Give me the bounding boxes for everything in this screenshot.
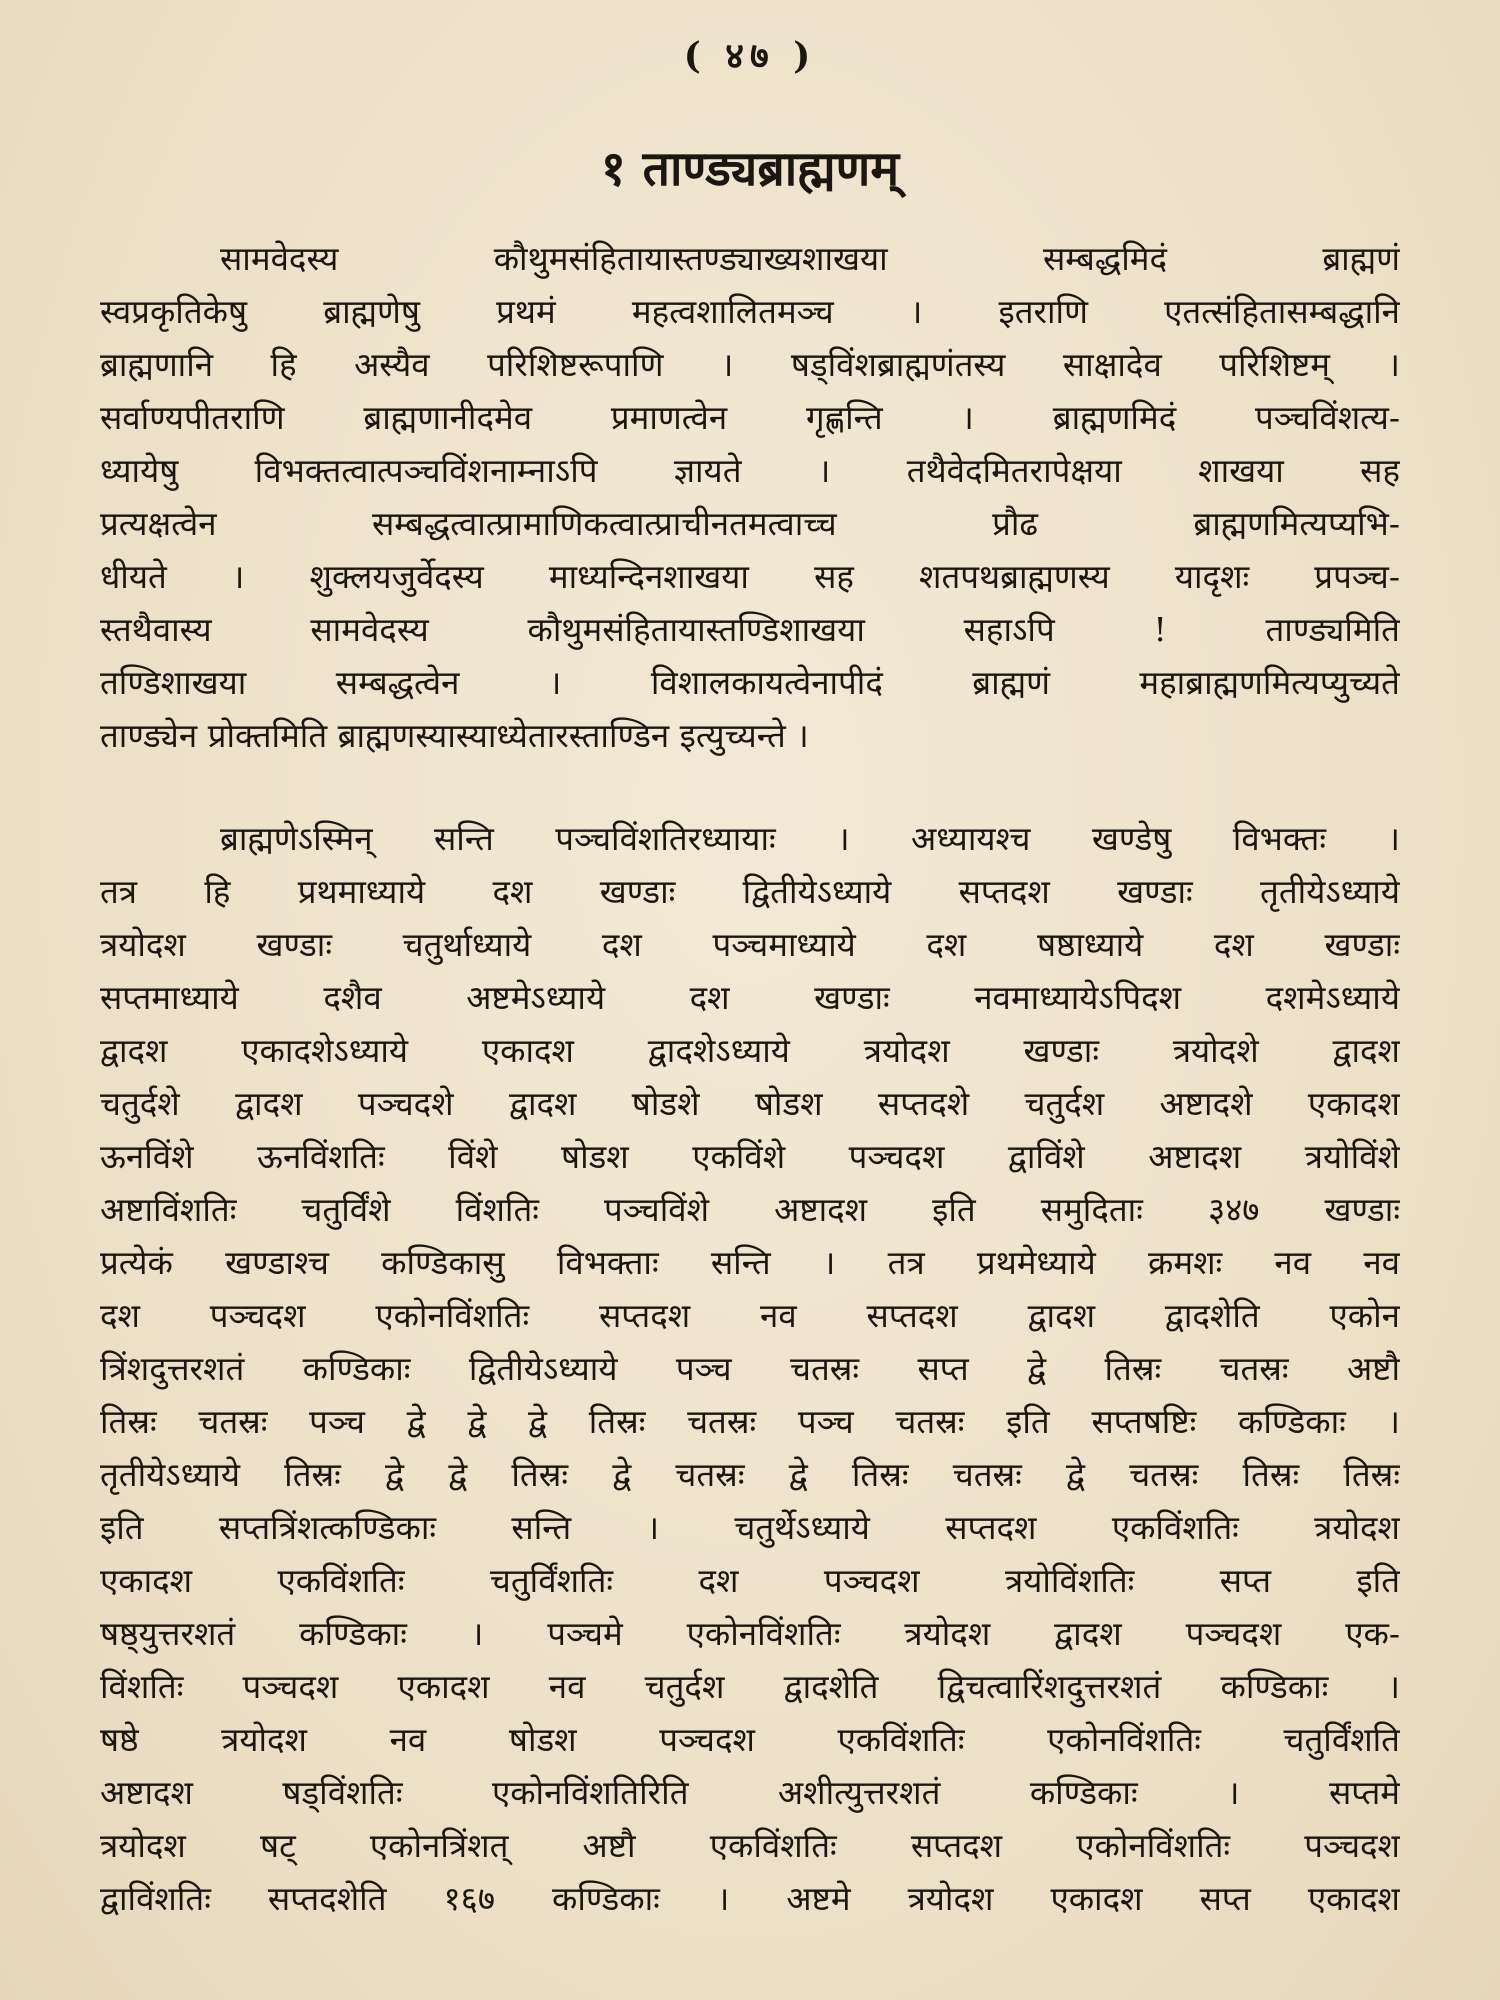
text-line: षष्ठ्युत्तरशतं कण्डिकाः । पञ्चमे एकोनविंशतिः त्रयोदश द्वादश पञ्चदश एक-	[100, 1614, 1400, 1653]
text-line: इति सप्तत्रिंशत्कण्डिकाः सन्ति । चतुर्थेऽध्याये सप्तदश एकविंशतिः त्रयोदश	[100, 1508, 1400, 1547]
chapter-heading: १ ताण्ड्यब्राह्मणम्	[600, 141, 900, 197]
text-line: दश पञ्चदश एकोनविंशतिः सप्तदश नव सप्तदश द्वादश द्वादशेति एकोन	[100, 1296, 1400, 1335]
text-line: विंशतिः पञ्चदश एकादश नव चतुर्दश द्वादशेति द्विचत्वारिंशदुत्तरशतं कण्डिकाः ।	[100, 1667, 1400, 1706]
text-line: त्रिंशदुत्तरशतं कण्डिकाः द्वितीयेऽध्याये पञ्च चतस्रः सप्त द्वे तिस्रः चतस्रः अष्टौ	[100, 1349, 1400, 1388]
text-line: तत्र हि प्रथमाध्याये दश खण्डाः द्वितीयेऽध्याये सप्तदश खण्डाः तृतीयेऽध्याये	[100, 872, 1400, 911]
text-line: अष्टादश षड्विंशतिः एकोनविंशतिरिति अशीत्युत्तरशतं कण्डिकाः । सप्तमे	[100, 1773, 1400, 1812]
paragraph-2	[100, 812, 1400, 1925]
text-line: ताण्ड्येन प्रोक्तमिति ब्राह्मणस्यास्याध्येतारस्ताण्डिन इत्युच्यन्ते ।	[100, 716, 809, 755]
book-page	[100, 0, 1400, 2000]
text-line: द्वाविंशतिः सप्तदशेति १६७ कण्डिकाः । अष्टमे त्रयोदश एकादश सप्त एकादश	[100, 1879, 1400, 1918]
text-line: स्वप्रकृतिकेषु ब्राह्मणेषु प्रथमं महत्वशालितमञ्च । इतराणि एतत्संहितासम्बद्धानि	[100, 292, 1400, 331]
text-line: ध्यायेषु विभक्तत्वात्पञ्चविंशनाम्नाऽपि ज्ञायते । तथैवेदमितरापेक्षया शाखया सह	[100, 451, 1400, 490]
text-line: अष्टाविंशतिः चतुर्विंशे विंशतिः पञ्चविंशे अष्टादश इति समुदिताः ३४७ खण्डाः	[100, 1190, 1400, 1229]
text-line: एकादश एकविंशतिः चतुर्विंशतिः दश पञ्चदश त्रयोविंशतिः सप्त इति	[100, 1561, 1400, 1600]
text-line: धीयते । शुक्लयजुर्वेदस्य माध्यन्दिनशाखया सह शतपथब्राह्मणस्य यादृशः प्रपञ्च-	[100, 557, 1400, 596]
text-line: ब्राह्मणेऽस्मिन् सन्ति पञ्चविंशतिरध्यायाः । अध्यायश्च खण्डेषु विभक्तः ।	[220, 819, 1400, 858]
text-line: सामवेदस्य कौथुमसंहितायास्तण्ड्याख्यशाखया सम्बद्धमिदं ब्राह्मणं	[220, 239, 1400, 278]
text-line: सर्वाण्यपीतराणि ब्राह्मणानीदमेव प्रमाणत्वेन गृह्णन्ति । ब्राह्मणमिदं पञ्चविंशत्य-	[100, 398, 1400, 437]
text-line: प्रत्येकं खण्डाश्च कण्डिकासु विभक्ताः सन्ति । तत्र प्रथमेध्याये क्रमशः नव नव	[100, 1243, 1400, 1282]
text-line: प्रत्यक्षत्वेन सम्बद्धत्वात्प्रामाणिकत्वात्प्राचीनतमत्वाच्च प्रौढ ब्राह्मणमित्यप्यभि-	[100, 504, 1400, 543]
text-line: त्रयोदश षट् एकोनत्रिंशत् अष्टौ एकविंशतिः सप्तदश एकोनविंशतिः पञ्चदश	[100, 1826, 1400, 1865]
text-line: ब्राह्मणानि हि अस्यैव परिशिष्टरूपाणि । षड्विंशब्राह्मणंतस्य साक्षादेव परिशिष्टम् ।	[100, 345, 1400, 384]
text-line: त्रयोदश खण्डाः चतुर्थाध्याये दश पञ्चमाध्याये दश षष्ठाध्याये दश खण्डाः	[100, 925, 1400, 964]
text-line: तण्डिशाखया सम्बद्धत्वेन । विशालकायत्वेनापीदं ब्राह्मणं महाब्राह्मणमित्यप्युच्यते	[100, 663, 1400, 702]
paragraph-1	[100, 232, 1400, 762]
text-line: सप्तमाध्याये दशैव अष्टमेऽध्याये दश खण्डाः नवमाध्यायेऽपिदश दशमेऽध्याये	[100, 978, 1400, 1017]
text-line: स्तथैवास्य सामवेदस्य कौथुमसंहितायास्तण्डिशाखया सहाऽपि ! ताण्ड्यमिति	[100, 610, 1400, 649]
text-line: चतुर्दशे द्वादश पञ्चदशे द्वादश षोडशे षोडश सप्तदशे चतुर्दश अष्टादशे एकादश	[100, 1084, 1400, 1123]
text-line: षष्ठे त्रयोदश नव षोडश पञ्चदश एकविंशतिः एकोनविंशतिः चतुर्विंशति	[100, 1720, 1400, 1759]
text-line: तिस्रः चतस्रः पञ्च द्वे द्वे द्वे तिस्रः चतस्रः पञ्च चतस्रः इति सप्तषष्टिः कण्डिकाः ।	[100, 1402, 1400, 1441]
text-line: ऊनविंशे ऊनविंशतिः विंशे षोडश एकविंशे पञ्चदश द्वाविंशे अष्टादश त्रयोविंशे	[100, 1137, 1400, 1176]
text-line: तृतीयेऽध्याये तिस्रः द्वे द्वे तिस्रः द्वे चतस्रः द्वे तिस्रः चतस्रः द्वे चतस्रः तिस्रः तिस्रः	[100, 1455, 1400, 1494]
page-number: ( ४७ )	[683, 35, 817, 77]
text-line: द्वादश एकादशेऽध्याये एकादश द्वादशेऽध्याये त्रयोदश खण्डाः त्रयोदशे द्वादश	[100, 1031, 1400, 1070]
